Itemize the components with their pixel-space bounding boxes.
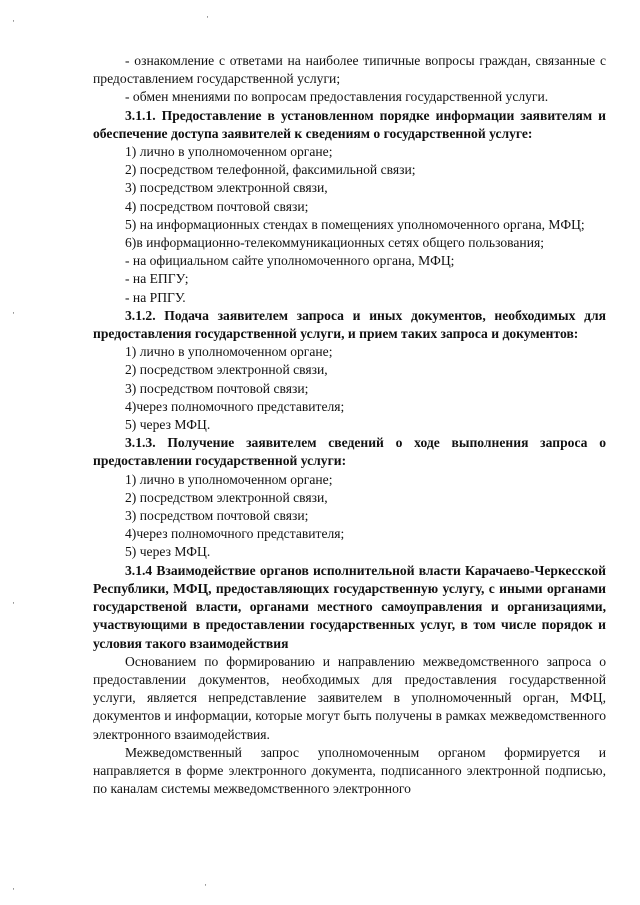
section-heading-3-1-3: 3.1.3. Получение заявителем сведений о ходе выполнения запроса о предоставлении государственной услуги: (93, 435, 606, 469)
scan-artifact: · (12, 16, 15, 26)
document-page (93, 52, 606, 798)
list-item: 2) посредством электронной связи, (125, 362, 328, 378)
list-item: 4)через полномочного представителя; (125, 526, 345, 542)
list-item: 3) посредством почтовой связи; (125, 380, 309, 396)
list-item: 1) лично в уполномоченном органе; (125, 144, 333, 160)
list-item: - на официальном сайте уполномоченного органа, МФЦ; (125, 253, 455, 269)
section-heading-3-1-1: 3.1.1. Предоставление в установленном порядке информации заявителям и обеспечение доступа заявителей к сведениям о государственной услуге: (93, 107, 606, 141)
list-item: - на РПГУ. (125, 289, 186, 305)
list-item: 1) лично в уполномоченном органе; (125, 344, 333, 360)
scan-artifact: · (12, 884, 15, 894)
list-item: 2) посредством электронной связи, (125, 489, 328, 505)
list-item: 5) на информационных стендах в помещениях уполномоченного органа, МФЦ; (125, 216, 585, 232)
list-item: 4) посредством почтовой связи; (125, 198, 309, 214)
list-item: 3) посредством электронной связи, (125, 180, 328, 196)
scan-artifact: · (12, 598, 15, 608)
body-paragraph: Основанием по формированию и направлению межведомственного запроса о предоставлении документов, необходимых для предоставления государственной услуги, является непредставление заявителем в уполномоченный орган, МФЦ, документов и информации, которые могут быть получены в рамках межведомственного электронного взаимодействия. (93, 653, 606, 742)
list-item: 5) через МФЦ. (125, 544, 211, 560)
section-heading-3-1-4: 3.1.4 Взаимодействие органов исполнительной власти Карачаево-Черкесской Республики, МФЦ, предоставляющих государственную услугу, с иными органами государственой власти, органами местного самоуправления и организациями, участвующими в предоставлении государственных услуг, в том числе порядок и условия такого взаимодействия (93, 562, 606, 651)
list-item: - на ЕПГУ; (125, 271, 189, 287)
list-item: 2) посредством телефонной, факсимильной связи; (125, 162, 416, 178)
list-item: 1) лично в уполномоченном органе; (125, 471, 333, 487)
paragraph-line: - ознакомление с ответами на наиболее типичные вопросы граждан, связанные с предоставлением государственной услуги; (93, 53, 606, 87)
scan-artifact: · (12, 308, 15, 318)
body-paragraph: Межведомственный запрос уполномоченным органом формируется и направляется в форме электронного документа, подписанного электронной подписью, по каналам системы межведомственного электронного (93, 744, 606, 797)
list-item: 6)в информационно-телекоммуникационных сетях общего пользования; (125, 235, 545, 251)
scan-artifact: · (204, 880, 207, 890)
list-item: 4)через полномочного представителя; (125, 398, 345, 414)
list-item: 5) через МФЦ. (125, 417, 211, 433)
list-item: 3) посредством почтовой связи; (125, 508, 309, 524)
section-heading-3-1-2: 3.1.2. Подача заявителем запроса и иных документов, необходимых для предоставления государственной услуги, и прием таких запроса и документов: (93, 307, 606, 342)
scan-artifact: · (206, 12, 209, 22)
paragraph-line: - обмен мнениями по вопросам предоставления государственной услуги. (125, 89, 549, 105)
